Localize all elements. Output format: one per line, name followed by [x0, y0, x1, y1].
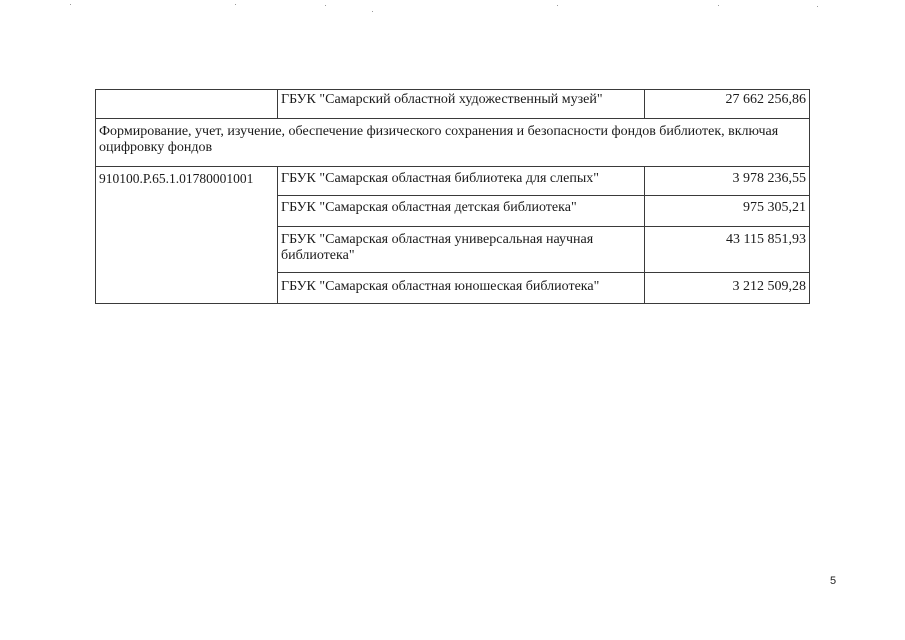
amount-cell: 975 305,21	[645, 196, 810, 227]
institution-name-cell: ГБУК "Самарский областной художественный музей"	[278, 90, 645, 119]
institution-name-cell: ГБУК "Самарская областная универсальная научная библиотека"	[278, 227, 645, 273]
scan-artifact	[325, 5, 326, 6]
code-cell	[96, 90, 278, 119]
table-row	[96, 167, 810, 196]
scan-artifact	[718, 5, 719, 6]
scan-artifact	[817, 6, 818, 7]
scan-artifact	[70, 4, 71, 5]
amount-cell: 3 978 236,55	[645, 167, 810, 196]
service-code-cell: 910100.Р.65.1.01780001001	[96, 167, 278, 304]
institution-name-cell: ГБУК "Самарская областная детская библиотека"	[278, 196, 645, 227]
section-title: Формирование, учет, изучение, обеспечение физического сохранения и безопасности фондов библиотек, включая оцифровку фондов	[96, 119, 810, 167]
amount-cell: 43 115 851,93	[645, 227, 810, 273]
scan-artifact	[235, 4, 236, 5]
institution-name-cell: ГБУК "Самарская областная юношеская библиотека"	[278, 273, 645, 304]
amount-cell: 3 212 509,28	[645, 273, 810, 304]
section-header-row	[96, 119, 810, 167]
page-number: 5	[830, 575, 837, 587]
scan-artifact	[557, 5, 558, 6]
funding-table	[95, 89, 810, 304]
institution-name-cell: ГБУК "Самарская областная библиотека для слепых"	[278, 167, 645, 196]
scan-artifact	[372, 11, 373, 12]
amount-cell: 27 662 256,86	[645, 90, 810, 119]
table-row	[96, 90, 810, 119]
